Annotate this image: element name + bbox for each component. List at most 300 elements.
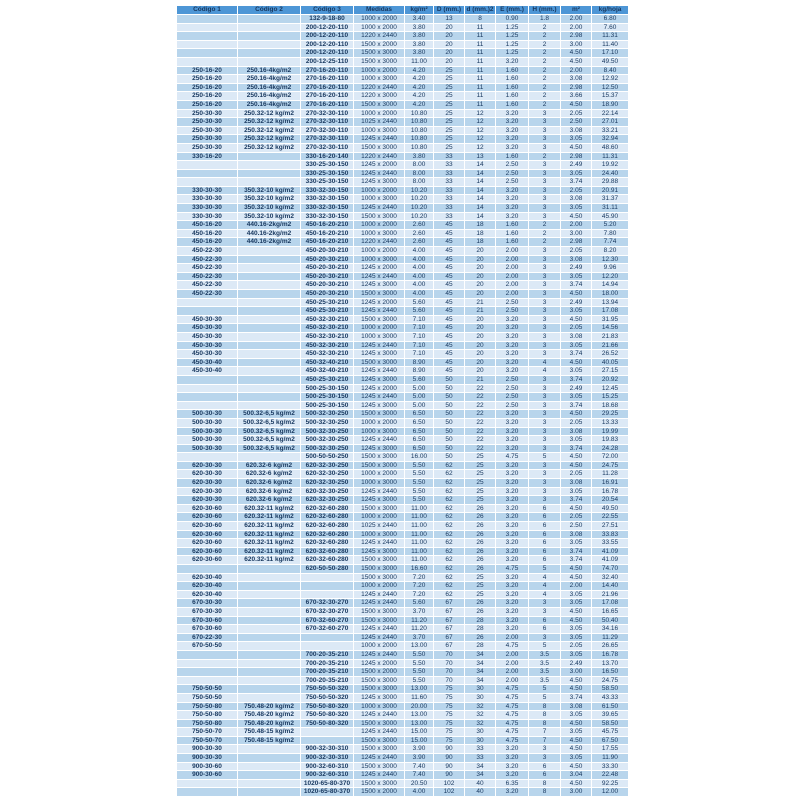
cell: 1020-65-80-370: [301, 779, 354, 788]
cell: 1500 x 3000: [354, 49, 405, 58]
cell: 700-20-35-210: [301, 668, 354, 677]
cell: 4.00: [405, 264, 434, 273]
cell: 450-30-30: [177, 315, 238, 324]
cell: 5.00: [405, 401, 434, 410]
cell: 11: [465, 66, 496, 75]
table-row: [177, 607, 629, 616]
cell: 10.80: [405, 135, 434, 144]
cell: 20: [465, 264, 496, 273]
cell: 3: [529, 444, 561, 453]
cell: 1000 x 2000: [354, 324, 405, 333]
cell: 7.40: [405, 771, 434, 780]
cell: 62: [434, 522, 465, 531]
cell: 440.16-2kg/m2: [238, 221, 301, 230]
table-row: [177, 109, 629, 118]
cell: 1220 x 2440: [354, 32, 405, 41]
cell: 4.75: [496, 719, 529, 728]
cell: [238, 401, 301, 410]
cell: 500-30-30: [177, 436, 238, 445]
cell: 3.74: [561, 375, 592, 384]
cell: [238, 384, 301, 393]
cell: 2.50: [496, 384, 529, 393]
cell: 2.60: [405, 229, 434, 238]
cell: 270-32-30-110: [301, 126, 354, 135]
cell: 20: [465, 341, 496, 350]
column-header-2: Código 2: [238, 6, 301, 15]
cell: [238, 779, 301, 788]
cell: 8: [529, 719, 561, 728]
cell: 2.00: [496, 659, 529, 668]
table-row: [177, 401, 629, 410]
cell: 16.78: [592, 487, 629, 496]
cell: [238, 332, 301, 341]
cell: 2: [529, 100, 561, 109]
cell: 2.05: [561, 513, 592, 522]
cell: [238, 607, 301, 616]
cell: 41.09: [592, 556, 629, 565]
cell: 450-30-30: [177, 332, 238, 341]
table-row: [177, 49, 629, 58]
cell: 4.00: [405, 788, 434, 797]
cell: 45: [434, 350, 465, 359]
cell: 3.74: [561, 547, 592, 556]
cell: 4.75: [496, 453, 529, 462]
cell: 450-25-30-210: [301, 375, 354, 384]
table-row: [177, 255, 629, 264]
cell: 270-16-20-110: [301, 100, 354, 109]
cell: 27.15: [592, 367, 629, 376]
cell: 450-30-30: [177, 324, 238, 333]
cell: 45: [434, 238, 465, 247]
column-header-11: kg/hoja: [592, 6, 629, 15]
cell: 7: [529, 728, 561, 737]
cell: 70: [434, 676, 465, 685]
cell: 250-16-20: [177, 92, 238, 101]
cell: 18: [465, 229, 496, 238]
table-row: [177, 685, 629, 694]
table-row: [177, 247, 629, 256]
cell: 3.05: [561, 204, 592, 213]
cell: 3.20: [496, 57, 529, 66]
table-row: [177, 556, 629, 565]
cell: 24.75: [592, 676, 629, 685]
cell: 8: [529, 779, 561, 788]
cell: 440.16-2kg/m2: [238, 229, 301, 238]
cell: 670-30-60: [177, 616, 238, 625]
cell: 5: [529, 453, 561, 462]
table-row: [177, 307, 629, 316]
table-row: [177, 341, 629, 350]
cell: 16.50: [592, 668, 629, 677]
cell: 50: [434, 393, 465, 402]
cell: 15.25: [592, 393, 629, 402]
cell: 3.20: [496, 616, 529, 625]
cell: 3.20: [496, 479, 529, 488]
table-row: [177, 711, 629, 720]
cell: 50: [434, 436, 465, 445]
cell: 3: [529, 212, 561, 221]
cell: 20: [465, 290, 496, 299]
cell: [238, 676, 301, 685]
cell: 620-30-60: [177, 504, 238, 513]
cell: 3.80: [405, 152, 434, 161]
cell: 3.20: [496, 547, 529, 556]
cell: 67: [434, 599, 465, 608]
cell: 1500 x 3000: [354, 736, 405, 745]
cell: [177, 668, 238, 677]
cell: 4.50: [561, 143, 592, 152]
cell: 7: [529, 736, 561, 745]
table-row: [177, 616, 629, 625]
cell: 3.05: [561, 754, 592, 763]
cell: 3.20: [496, 582, 529, 591]
cell: 3.20: [496, 762, 529, 771]
cell: 450-16-20: [177, 238, 238, 247]
cell: 900-30-60: [177, 771, 238, 780]
cell: 620-30-60: [177, 539, 238, 548]
cell: [238, 668, 301, 677]
cell: 34: [465, 659, 496, 668]
cell: 32: [465, 702, 496, 711]
cell: 1000 x 3000: [354, 75, 405, 84]
cell: 11: [465, 23, 496, 32]
cell: 3.70: [405, 633, 434, 642]
cell: 13: [434, 15, 465, 24]
cell: 25: [434, 118, 465, 127]
cell: 74.70: [592, 565, 629, 574]
cell: 620.32-11 kg/m2: [238, 522, 301, 531]
cell: 620.32-6 kg/m2: [238, 487, 301, 496]
cell: [177, 298, 238, 307]
cell: 1245 x 2440: [354, 711, 405, 720]
cell: 62: [434, 487, 465, 496]
cell: 2.50: [496, 169, 529, 178]
cell: 500-32-30-250: [301, 427, 354, 436]
cell: 3.00: [561, 668, 592, 677]
cell: 2: [529, 66, 561, 75]
cell: 8.00: [405, 169, 434, 178]
cell: 1245 x 2000: [354, 659, 405, 668]
cell: 7.10: [405, 341, 434, 350]
cell: 3.20: [496, 573, 529, 582]
cell: 15.00: [405, 728, 434, 737]
cell: 3: [529, 754, 561, 763]
cell: 11: [465, 57, 496, 66]
cell: 7.20: [405, 590, 434, 599]
cell: 900-32-30-310: [301, 745, 354, 754]
cell: 25: [465, 590, 496, 599]
cell: 22.14: [592, 109, 629, 118]
cell: 3.74: [561, 556, 592, 565]
cell: 3.20: [496, 607, 529, 616]
cell: 11.20: [405, 625, 434, 634]
cell: 6: [529, 556, 561, 565]
cell: 4.50: [561, 504, 592, 513]
cell: 2.00: [561, 582, 592, 591]
cell: 1245 x 3000: [354, 281, 405, 290]
table-row: [177, 350, 629, 359]
cell: 330-32-30-150: [301, 186, 354, 195]
cell: 30: [465, 736, 496, 745]
cell: 2: [529, 229, 561, 238]
cell: 39.65: [592, 711, 629, 720]
cell: 13.00: [405, 719, 434, 728]
cell: 700-20-35-210: [301, 650, 354, 659]
cell: 500-32-30-250: [301, 418, 354, 427]
cell: 3.20: [496, 418, 529, 427]
cell: 3: [529, 143, 561, 152]
cell: 3: [529, 410, 561, 419]
cell: 50.40: [592, 616, 629, 625]
cell: 3.20: [496, 556, 529, 565]
cell: 1245 x 2440: [354, 204, 405, 213]
cell: 3.20: [496, 470, 529, 479]
cell: 330-16-20-140: [301, 152, 354, 161]
cell: 33.21: [592, 126, 629, 135]
cell: 13.00: [405, 685, 434, 694]
cell: 3.05: [561, 436, 592, 445]
cell: 20: [465, 315, 496, 324]
cell: 11.28: [592, 470, 629, 479]
cell: 3.00: [561, 788, 592, 797]
cell: 1245 x 2000: [354, 384, 405, 393]
cell: 3.5: [529, 650, 561, 659]
cell: 22.48: [592, 771, 629, 780]
cell: 750-50-80: [177, 702, 238, 711]
cell: 7.10: [405, 350, 434, 359]
cell: 2.00: [496, 247, 529, 256]
cell: 450-30-30: [177, 341, 238, 350]
cell: 1220 x 2440: [354, 152, 405, 161]
table-row: [177, 264, 629, 273]
cell: 450-22-30: [177, 255, 238, 264]
cell: 3.20: [496, 204, 529, 213]
table-row: [177, 573, 629, 582]
cell: 6: [529, 771, 561, 780]
cell: 3: [529, 496, 561, 505]
cell: 2.50: [561, 118, 592, 127]
cell: 3.08: [561, 530, 592, 539]
cell: 3.20: [496, 504, 529, 513]
cell: 25: [434, 109, 465, 118]
cell: [238, 32, 301, 41]
cell: 3: [529, 461, 561, 470]
cell: 3.05: [561, 599, 592, 608]
cell: 620.32-11 kg/m2: [238, 547, 301, 556]
cell: [238, 247, 301, 256]
cell: 8.00: [405, 161, 434, 170]
cell: 620-32-60-280: [301, 522, 354, 531]
product-table-wrapper: [176, 5, 622, 797]
cell: 3.20: [496, 186, 529, 195]
table-row: [177, 204, 629, 213]
cell: [301, 573, 354, 582]
cell: 620-30-30: [177, 461, 238, 470]
table-row: [177, 315, 629, 324]
cell: 70: [434, 659, 465, 668]
cell: 1.8: [529, 15, 561, 24]
cell: 1500 x 3000: [354, 573, 405, 582]
cell: 4.50: [561, 315, 592, 324]
cell: [238, 573, 301, 582]
cell: [177, 788, 238, 797]
cell: 5.50: [405, 659, 434, 668]
cell: 3.20: [496, 590, 529, 599]
cell: 3.20: [496, 118, 529, 127]
cell: 5: [529, 685, 561, 694]
cell: 3: [529, 375, 561, 384]
cell: 1.60: [496, 83, 529, 92]
cell: 17.10: [592, 49, 629, 58]
cell: 670-30-30: [177, 607, 238, 616]
table-row: [177, 504, 629, 513]
cell: 750-50-80-320: [301, 702, 354, 711]
cell: 3.74: [561, 444, 592, 453]
table-row: [177, 444, 629, 453]
cell: 1500 x 3000: [354, 779, 405, 788]
cell: 92.25: [592, 779, 629, 788]
cell: 75: [434, 728, 465, 737]
cell: 14: [465, 186, 496, 195]
cell: 24.75: [592, 461, 629, 470]
cell: 450-30-40: [177, 358, 238, 367]
cell: 250.16-4kg/m2: [238, 66, 301, 75]
cell: 1000 x 3000: [354, 427, 405, 436]
cell: 1000 x 3000: [354, 229, 405, 238]
cell: 3.08: [561, 427, 592, 436]
cell: 900-30-30: [177, 754, 238, 763]
cell: 49.50: [592, 504, 629, 513]
cell: 26: [465, 504, 496, 513]
cell: 6: [529, 530, 561, 539]
cell: 250-30-30: [177, 143, 238, 152]
cell: 620.32-6 kg/m2: [238, 496, 301, 505]
cell: 25: [465, 487, 496, 496]
cell: 2.00: [496, 676, 529, 685]
cell: 3.74: [561, 693, 592, 702]
cell: 3: [529, 384, 561, 393]
cell: 1.25: [496, 32, 529, 41]
cell: 1.60: [496, 221, 529, 230]
table-row: [177, 143, 629, 152]
cell: 1000 x 2000: [354, 418, 405, 427]
cell: 5.00: [405, 393, 434, 402]
cell: [177, 650, 238, 659]
cell: 32: [465, 711, 496, 720]
cell: 3: [529, 393, 561, 402]
cell: 25: [465, 479, 496, 488]
cell: 1245 x 3000: [354, 547, 405, 556]
table-row: [177, 393, 629, 402]
cell: 330-30-30: [177, 212, 238, 221]
cell: 25: [434, 143, 465, 152]
cell: [238, 754, 301, 763]
cell: 1245 x 2440: [354, 625, 405, 634]
cell: 330-32-30-150: [301, 195, 354, 204]
cell: 450-20-30-210: [301, 290, 354, 299]
cell: 1220 x 2440: [354, 83, 405, 92]
cell: 7.74: [592, 238, 629, 247]
cell: 3.20: [496, 195, 529, 204]
cell: 450-22-30: [177, 281, 238, 290]
cell: 3.20: [496, 788, 529, 797]
cell: 450-25-30-210: [301, 307, 354, 316]
cell: 3.20: [496, 754, 529, 763]
cell: 1500 x 3000: [354, 100, 405, 109]
table-row: [177, 126, 629, 135]
table-row: [177, 83, 629, 92]
cell: 2.00: [561, 23, 592, 32]
cell: 1000 x 3000: [354, 126, 405, 135]
cell: 750-50-80: [177, 711, 238, 720]
cell: 34.16: [592, 625, 629, 634]
cell: 620.32-11 kg/m2: [238, 539, 301, 548]
cell: 8.90: [405, 358, 434, 367]
cell: 5.50: [405, 479, 434, 488]
cell: 2.00: [496, 668, 529, 677]
cell: 3.08: [561, 126, 592, 135]
cell: 45: [434, 367, 465, 376]
table-row: [177, 728, 629, 737]
cell: 11.00: [405, 556, 434, 565]
cell: 14: [465, 169, 496, 178]
cell: 3.74: [561, 178, 592, 187]
cell: 5: [529, 693, 561, 702]
cell: 500-25-30-150: [301, 401, 354, 410]
cell: 2.98: [561, 152, 592, 161]
cell: 1245 x 3000: [354, 178, 405, 187]
cell: 3: [529, 315, 561, 324]
cell: 13.70: [592, 659, 629, 668]
cell: 4: [529, 573, 561, 582]
cell: 10.20: [405, 195, 434, 204]
cell: 2.50: [496, 161, 529, 170]
cell: 11.00: [405, 57, 434, 66]
cell: 450-30-30: [177, 350, 238, 359]
table-row: [177, 272, 629, 281]
cell: 67: [434, 607, 465, 616]
cell: 33: [434, 195, 465, 204]
cell: 50: [434, 418, 465, 427]
cell: 3.80: [405, 23, 434, 32]
cell: 30: [465, 728, 496, 737]
cell: 14: [465, 212, 496, 221]
cell: 3.20: [496, 625, 529, 634]
cell: 1.60: [496, 238, 529, 247]
table-row: [177, 212, 629, 221]
cell: 4.50: [561, 49, 592, 58]
column-header-4: Medidas: [354, 6, 405, 15]
cell: 6.50: [405, 436, 434, 445]
cell: 2.50: [496, 307, 529, 316]
cell: 27.01: [592, 118, 629, 127]
cell: 16.00: [405, 453, 434, 462]
cell: 250.16-4kg/m2: [238, 83, 301, 92]
cell: 2: [529, 238, 561, 247]
cell: 3: [529, 135, 561, 144]
table-row: [177, 513, 629, 522]
cell: 58.50: [592, 719, 629, 728]
cell: [238, 367, 301, 376]
cell: 3.20: [496, 461, 529, 470]
cell: [177, 393, 238, 402]
cell: 620-32-30-250: [301, 487, 354, 496]
cell: 350.32-10 kg/m2: [238, 212, 301, 221]
cell: 6.50: [405, 410, 434, 419]
cell: 5.50: [405, 650, 434, 659]
table-row: [177, 418, 629, 427]
cell: 4.50: [561, 736, 592, 745]
